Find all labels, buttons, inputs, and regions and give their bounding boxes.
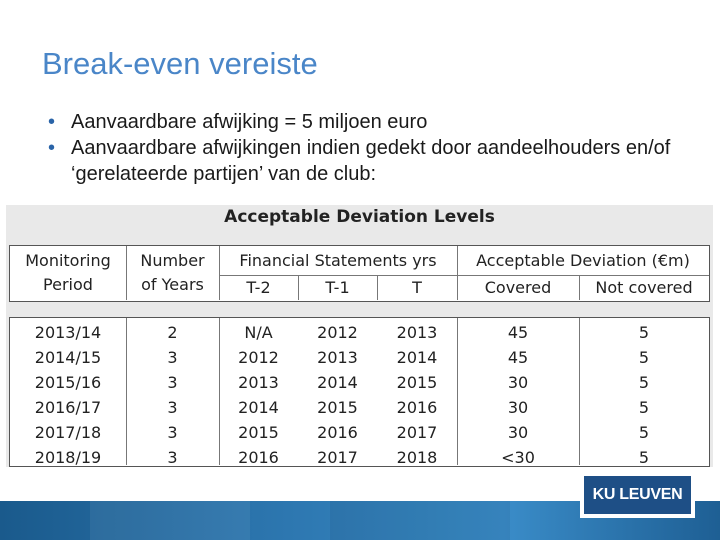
bullet-icon: • xyxy=(48,137,56,159)
header-number-of-years: Number of Years xyxy=(140,251,205,294)
cell-years: 3 xyxy=(167,448,178,467)
cell-not-covered: 5 xyxy=(638,348,650,367)
header-financial-statements: Financial Statements yrs xyxy=(239,251,437,270)
cell-covered: 30 xyxy=(507,423,529,442)
cell-period: 2016/17 xyxy=(34,398,102,417)
header-t-minus-2: T-2 xyxy=(246,278,271,297)
cell-t: 2018 xyxy=(396,448,438,467)
cell-covered: <30 xyxy=(501,448,535,467)
cell-years: 3 xyxy=(167,373,178,392)
column-not-covered xyxy=(579,320,709,470)
cell-years: 2 xyxy=(167,323,178,342)
cell-period: 2017/18 xyxy=(34,423,102,442)
divider xyxy=(377,275,378,300)
cell-t-minus-2: 2014 xyxy=(238,398,279,417)
cell-not-covered: 5 xyxy=(638,448,650,467)
divider xyxy=(219,275,709,276)
cell-period: 2015/16 xyxy=(34,373,102,392)
cell-t-minus-2: 2016 xyxy=(238,448,279,467)
cell-covered: 45 xyxy=(507,348,529,367)
header-not-covered: Not covered xyxy=(595,278,693,297)
divider xyxy=(219,246,220,300)
cell-not-covered: 5 xyxy=(638,323,650,342)
cell-t-minus-1: 2013 xyxy=(317,348,358,367)
column-period xyxy=(10,320,126,470)
cell-t: 2017 xyxy=(396,423,438,442)
cell-period: 2018/19 xyxy=(34,448,102,467)
cell-t-minus-2: 2012 xyxy=(238,348,279,367)
cell-t-minus-2: 2013 xyxy=(238,373,279,392)
cell-t-minus-2: 2015 xyxy=(238,423,279,442)
column-t xyxy=(377,320,457,470)
cell-t-minus-1: 2017 xyxy=(317,448,358,467)
bullet-icon: • xyxy=(48,111,56,133)
cell-not-covered: 5 xyxy=(638,398,650,417)
divider xyxy=(298,275,299,300)
cell-covered: 30 xyxy=(507,373,529,392)
cell-t-minus-1: 2012 xyxy=(317,323,358,342)
divider xyxy=(457,246,458,300)
footer-stripe xyxy=(330,501,510,540)
deviation-table xyxy=(6,205,713,467)
bullet-text: Aanvaardbare afwijkingen indien gedekt door aandeelhouders en/of ‘gerelateerde partijen’ van de club: xyxy=(71,137,671,185)
header-t: T xyxy=(412,278,422,297)
table-header xyxy=(9,245,710,302)
cell-t: 2013 xyxy=(396,323,438,342)
cell-not-covered: 5 xyxy=(638,373,650,392)
bullet-list xyxy=(48,109,708,187)
table-caption: Acceptable Deviation Levels xyxy=(224,207,495,227)
header-t-minus-1: T-1 xyxy=(325,278,350,297)
divider xyxy=(126,246,127,300)
column-t-minus-2 xyxy=(219,320,298,470)
bullet-item xyxy=(48,109,708,135)
cell-t-minus-2: N/A xyxy=(244,323,273,342)
cell-t-minus-1: 2015 xyxy=(317,398,358,417)
cell-covered: 30 xyxy=(507,398,529,417)
ku-leuven-logo xyxy=(580,472,695,518)
header-acceptable-deviation: Acceptable Deviation (€m) xyxy=(476,251,690,270)
cell-not-covered: 5 xyxy=(638,423,650,442)
cell-period: 2013/14 xyxy=(34,323,102,342)
bullet-text: Aanvaardbare afwijking = 5 miljoen euro xyxy=(71,111,428,133)
cell-period: 2014/15 xyxy=(34,348,102,367)
slide-title: Break-even vereiste xyxy=(42,46,318,81)
header-monitoring-period: Monitoring Period xyxy=(25,251,111,294)
cell-t: 2016 xyxy=(396,398,438,417)
column-years xyxy=(126,320,219,470)
cell-years: 3 xyxy=(167,348,178,367)
bullet-item xyxy=(48,135,708,187)
logo-text: KU LEUVEN xyxy=(584,476,691,514)
table-body xyxy=(9,317,710,467)
footer-stripe xyxy=(90,501,250,540)
divider xyxy=(579,275,580,300)
cell-t: 2015 xyxy=(396,373,438,392)
cell-years: 3 xyxy=(167,423,178,442)
cell-t: 2014 xyxy=(396,348,438,367)
column-covered xyxy=(457,320,579,470)
cell-years: 3 xyxy=(167,398,178,417)
column-t-minus-1 xyxy=(298,320,377,470)
cell-covered: 45 xyxy=(507,323,529,342)
cell-t-minus-1: 2016 xyxy=(317,423,358,442)
header-covered: Covered xyxy=(484,278,552,297)
cell-t-minus-1: 2014 xyxy=(317,373,358,392)
